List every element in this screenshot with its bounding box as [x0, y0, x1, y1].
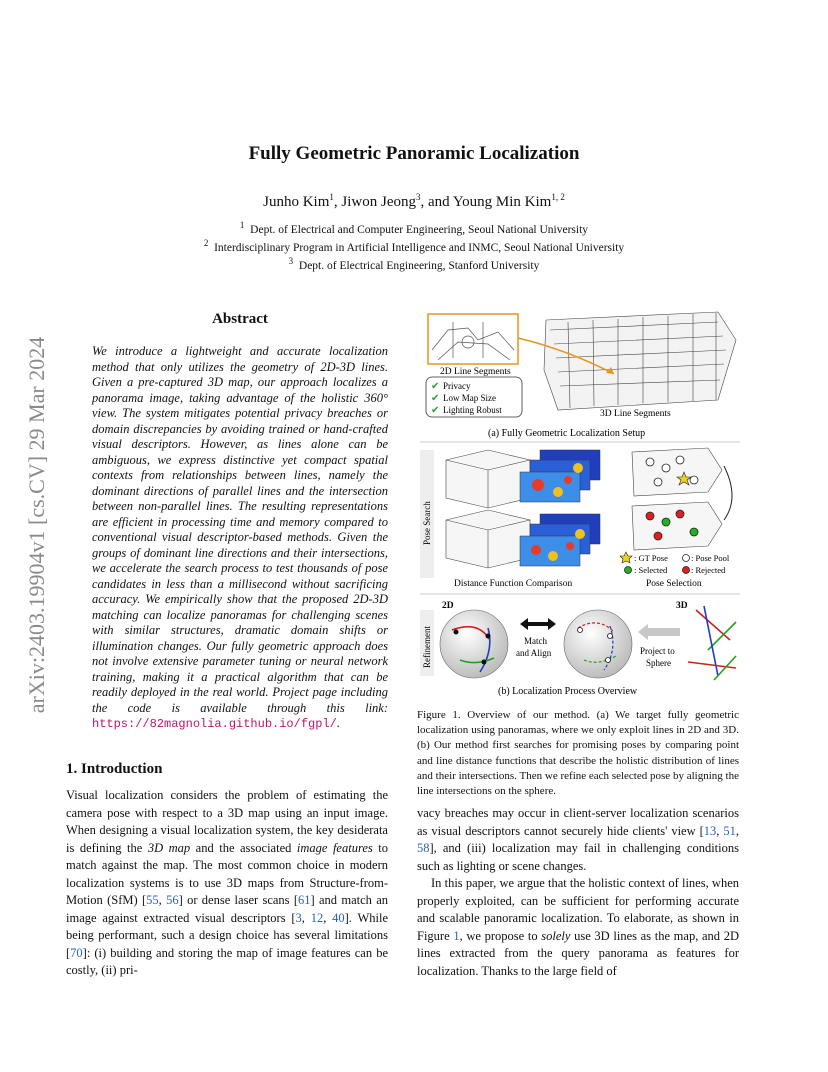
text: , — [735, 823, 739, 838]
text-italic: solely — [541, 928, 571, 943]
citation[interactable]: 3 — [295, 910, 302, 925]
paper-title: Fully Geometric Panoramic Localization — [248, 143, 580, 164]
check-lighting: Lighting Robust — [443, 405, 502, 415]
text: ], and (iii) localization may fail in challenging conditions such as lighting or scene changes. — [417, 841, 739, 873]
legend-gt: : GT Pose — [634, 553, 668, 563]
intro-paragraph-1 — [66, 787, 388, 980]
project-link[interactable]: https://82magnolia.github.io/fgpl/ — [92, 717, 337, 731]
refinement-label: Refinement — [422, 626, 432, 668]
aff-sup: 3 — [288, 256, 294, 266]
author-2: Jiwon Jeong — [341, 194, 416, 210]
text: , — [158, 893, 167, 907]
label-match: Match — [524, 636, 547, 646]
arxiv-sidebar — [6, 290, 68, 760]
subcaption-b: (b) Localization Process Overview — [498, 686, 638, 697]
aff-sup: 1 — [239, 220, 245, 230]
curved-arrow — [724, 466, 732, 520]
affiliation-2 — [0, 238, 828, 254]
author-sep: , — [333, 194, 342, 210]
citation[interactable]: 70 — [70, 945, 83, 960]
citation[interactable]: 12 — [310, 910, 324, 925]
author-1-sup: 1 — [329, 192, 334, 202]
rejected-icon — [683, 567, 690, 574]
label-sphere: Sphere — [646, 658, 671, 668]
citation[interactable]: 40 — [332, 910, 345, 925]
figure-ref[interactable]: 1 — [453, 928, 460, 943]
author-3-sup: 1, 2 — [551, 192, 565, 202]
text: ] or dense laser scans [ — [178, 893, 299, 907]
text: ] and match an image against extracted visual descriptors [ — [66, 893, 388, 925]
arxiv-id: arXiv:2403.19904v1 [cs.CV] 29 Mar 2024 — [24, 336, 49, 714]
heatmap-stack-bottom — [520, 514, 600, 566]
figure-caption: Figure 1. Overview of our method. (a) We target fully geometric localization using panoramas, where we only exploit lines in 2D and 3D. (b) Our method first searches for promising poses by comparing point and line distance functions that describe the holistic distribution of lines and their intersections. Then we refine each selected pose by aligning the line intersections on the sphere. — [417, 709, 739, 798]
text: vacy breaches may occur in client-server localization scenarios as visual descriptors cannot securely hide clients' view [ — [417, 806, 739, 838]
legend-sel: : Selected — [634, 565, 668, 575]
sphere-2d — [440, 610, 508, 678]
text: In this paper, we argue that the holistic context of lines, when properly exploited, can be sufficient for performing accurate and scalable panoramic localization. To elaborate, as shown in Figure — [417, 876, 739, 943]
double-arrow-icon — [520, 618, 556, 630]
text: ]: (i) building and storing the map of image features can be costly, (ii) pri- — [66, 945, 388, 977]
scene-sketch-top — [446, 450, 530, 508]
legend-rej: : Rejected — [691, 565, 726, 575]
citation[interactable]: 61 — [298, 893, 311, 907]
citation[interactable]: 51 — [723, 823, 736, 838]
author-list — [0, 192, 828, 211]
aff-text: Dept. of Electrical Engineering, Stanford University — [298, 259, 540, 272]
scene-sketch-bottom — [446, 510, 530, 568]
3d-map — [544, 312, 736, 410]
abstract-body — [92, 344, 388, 733]
text-italic: image features — [296, 840, 373, 855]
check-privacy: Privacy — [443, 381, 471, 391]
star-icon — [620, 552, 632, 563]
selected-icon — [625, 567, 632, 574]
text: use 3D lines as the map, and 2D lines extracted from the query panorama as features for localization. Thanks to the large field of — [417, 928, 739, 978]
text: , — [323, 910, 333, 925]
intersection-point — [486, 634, 491, 639]
author-1: Junho Kim — [263, 194, 330, 210]
text: , — [716, 823, 724, 838]
abstract-end: . — [336, 716, 340, 730]
abstract-text: We introduce a lightweight and accurate localization method that only utilizes the geometry of 2D-3D lines. Given a pre-captured 3D map, our approach localizes a panorama image, taking advantage of the holistic 360° view. The system mitigates potential privacy breaches or domain discrepancies by avoiding trained or hand-crafted visual descriptors. However, as lines alone can be ambiguous, we express distinctive yet compact spatial contexts from relationships between lines, namely the dominant directions of parallel lines and the intersection between non-parallel lines. The resulting representations are efficient in processing time and memory compared to conventional visual descriptor-based methods. Given the groups of dominant line directions and their intersections, we accelerate the search process to test thousands of pose candidates in less than a millisecond without sacrificing accuracy. We empirically show that the proposed 2D-3D matching can localize panoramas for challenging scenes with similar structures, dramatic domain shifts or illumination changes. Our fully geometric approach does not involve extensive parameter tuning or neural network training, making it a practical algorithm that can be readily deployed in the real world. Project page including the code is available through this link: — [92, 344, 388, 715]
citation[interactable]: 13 — [703, 823, 717, 838]
pose-pool-icon — [683, 555, 690, 562]
legend-pool: : Pose Pool — [691, 553, 730, 563]
text: , — [301, 910, 311, 925]
right-paragraph-1 — [417, 805, 739, 875]
label-3d: 3D — [676, 601, 688, 611]
pose-selection-label: Pose Selection — [646, 579, 702, 589]
pose-search-label: Pose Search — [422, 501, 432, 545]
intersection-point — [454, 630, 459, 635]
3d-lines — [688, 606, 736, 680]
check-map-size: Low Map Size — [443, 393, 496, 403]
author-sep: , and — [420, 194, 453, 210]
affiliation-1 — [0, 220, 828, 236]
author-2-sup: 3 — [415, 192, 421, 202]
label-3d-segments: 3D Line Segments — [600, 409, 671, 419]
pose-pool-map — [632, 448, 722, 550]
text: , we propose to — [459, 928, 542, 943]
subcaption-a: (a) Fully Geometric Localization Setup — [488, 428, 646, 439]
label-2d: 2D — [442, 601, 454, 611]
figure-1 — [418, 310, 740, 700]
intersection-point — [606, 658, 611, 663]
heatmap-stack-top — [520, 450, 600, 502]
intersection-point — [608, 634, 613, 639]
section-heading-introduction: 1. Introduction — [66, 761, 163, 777]
label-align: and Align — [516, 648, 552, 658]
left-arrow-icon — [638, 624, 680, 640]
check-icon: ✔ — [431, 381, 440, 392]
text: and the associated — [190, 840, 297, 855]
aff-sup: 2 — [203, 238, 209, 248]
text-italic: 3D map — [147, 840, 191, 855]
check-icon: ✔ — [431, 405, 440, 416]
sphere-3d — [564, 610, 632, 678]
distance-function-label: Distance Function Comparison — [454, 579, 573, 589]
citation[interactable]: 58 — [417, 841, 430, 855]
text: ]. While being performant, such a design choice has several limitations [ — [66, 910, 389, 960]
intersection-point — [482, 660, 487, 665]
label-2d-segments: 2D Line Segments — [440, 367, 511, 377]
right-paragraph-2 — [417, 875, 739, 980]
aff-text: Dept. of Electrical and Computer Engineering, Seoul National University — [250, 223, 589, 236]
citation[interactable]: 56 — [166, 893, 179, 907]
intersection-point — [578, 628, 583, 633]
text: Visual localization considers the problem of estimating the camera pose with respect to a 3D map using an input image. When designing a visual localization system, the key desiderata is defining the — [66, 788, 388, 855]
abstract-heading: Abstract — [212, 311, 268, 327]
aff-text: Interdisciplinary Program in Artificial Intelligence and INMC, Seoul National University — [214, 241, 625, 254]
affiliation-3 — [0, 256, 828, 272]
check-icon: ✔ — [431, 393, 440, 404]
citation[interactable]: 55 — [146, 893, 159, 907]
label-project: Project to — [640, 646, 675, 656]
author-3: Young Min Kim — [452, 194, 552, 210]
text: to match against the map. The most common choice in modern localization systems is to use 3D maps from Structure-from-Motion (SfM) [ — [66, 840, 389, 907]
